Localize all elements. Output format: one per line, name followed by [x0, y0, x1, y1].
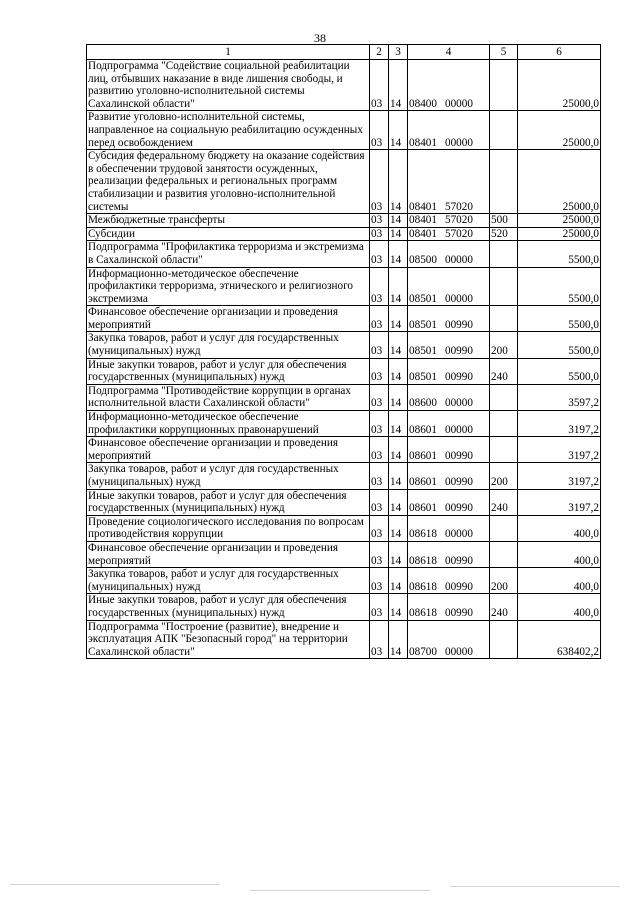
row-amount: 3597,2: [518, 384, 601, 410]
row-target-article: [408, 358, 490, 384]
row-section: 03: [370, 541, 389, 567]
target-article-program: 08401: [409, 200, 437, 213]
target-article-program: 08700: [409, 645, 437, 658]
row-expense-type: [490, 111, 518, 150]
table-row: [87, 515, 601, 541]
row-section: 03: [370, 150, 389, 214]
row-name: Межбюджетные трансферты: [87, 214, 370, 228]
target-article-program: 08501: [409, 318, 437, 331]
table-row: [87, 241, 601, 267]
row-name: Финансовое обеспечение организации и проведения мероприятий: [87, 541, 370, 567]
row-subsection: 14: [389, 227, 408, 241]
row-subsection: 14: [389, 437, 408, 463]
table-row: [87, 568, 601, 594]
row-amount: 25000,0: [518, 214, 601, 228]
row-section: 03: [370, 384, 389, 410]
row-section: 03: [370, 437, 389, 463]
row-target-article: [408, 515, 490, 541]
budget-table: [86, 44, 601, 659]
table-row: [87, 411, 601, 437]
row-target-article: [408, 227, 490, 241]
row-expense-type: 200: [490, 568, 518, 594]
row-subsection: 14: [389, 150, 408, 214]
target-article-program: 08601: [409, 449, 437, 462]
row-expense-type: [490, 267, 518, 306]
row-amount: 3197,2: [518, 411, 601, 437]
row-subsection: 14: [389, 214, 408, 228]
target-article-program: 08401: [409, 227, 437, 240]
target-article-direction: 00000: [444, 292, 473, 305]
row-section: 03: [370, 227, 389, 241]
row-expense-type: 240: [490, 358, 518, 384]
row-subsection: 14: [389, 515, 408, 541]
target-article-program: 08618: [409, 554, 437, 567]
row-amount: 25000,0: [518, 150, 601, 214]
target-article-direction: 00000: [444, 528, 473, 541]
row-target-article: [408, 267, 490, 306]
row-expense-type: [490, 150, 518, 214]
row-section: 03: [370, 111, 389, 150]
row-amount: 400,0: [518, 515, 601, 541]
header-cell: 5: [490, 45, 518, 60]
target-article-direction: 00990: [444, 554, 473, 567]
target-article-program: 08501: [409, 371, 437, 384]
target-article-program: 08501: [409, 292, 437, 305]
target-article-direction: 57020: [444, 214, 473, 227]
table-row: [87, 332, 601, 358]
table-header-row: [87, 45, 601, 60]
row-expense-type: 200: [490, 463, 518, 489]
row-expense-type: 240: [490, 489, 518, 515]
row-subsection: 14: [389, 358, 408, 384]
row-target-article: [408, 306, 490, 332]
row-name: Финансовое обеспечение организации и проведения мероприятий: [87, 437, 370, 463]
row-amount: 638402,2: [518, 620, 601, 659]
row-amount: 3197,2: [518, 489, 601, 515]
row-section: 03: [370, 267, 389, 306]
row-subsection: 14: [389, 541, 408, 567]
row-expense-type: 200: [490, 332, 518, 358]
table-row: [87, 489, 601, 515]
row-name: Закупка товаров, работ и услуг для государственных (муниципальных) нужд: [87, 463, 370, 489]
row-section: 03: [370, 306, 389, 332]
target-article-direction: 00000: [444, 423, 473, 436]
row-section: 03: [370, 620, 389, 659]
header-cell: 3: [389, 45, 408, 60]
row-expense-type: [490, 515, 518, 541]
row-name: Подпрограмма "Построение (развитие), внедрение и эксплуатация АПК "Безопасный город" на территории Сахалинской области": [87, 620, 370, 659]
scan-artifact: [10, 884, 220, 885]
target-article-direction: 57020: [444, 227, 473, 240]
row-subsection: 14: [389, 463, 408, 489]
table-row: [87, 384, 601, 410]
row-section: 03: [370, 594, 389, 620]
row-subsection: 14: [389, 489, 408, 515]
row-target-article: [408, 620, 490, 659]
row-amount: 25000,0: [518, 60, 601, 111]
row-name: Закупка товаров, работ и услуг для государственных (муниципальных) нужд: [87, 332, 370, 358]
row-subsection: 14: [389, 111, 408, 150]
row-name: Развитие уголовно-исполнительной системы, направленное на социальную реабилитацию осужденных перед освобождением: [87, 111, 370, 150]
row-name: Субсидия федеральному бюджету на оказание содействия в обеспечении трудовой занятости осужденных, реализации федеральных и региональных программ стабилизации и развития уголовно-исполнительной системы: [87, 150, 370, 214]
row-subsection: 14: [389, 384, 408, 410]
row-amount: 5500,0: [518, 306, 601, 332]
row-name: Иные закупки товаров, работ и услуг для обеспечения государственных (муниципальных) нужд: [87, 358, 370, 384]
table-row: [87, 214, 601, 228]
target-article-direction: 57020: [444, 200, 473, 213]
row-section: 03: [370, 241, 389, 267]
row-target-article: [408, 594, 490, 620]
row-amount: 400,0: [518, 568, 601, 594]
row-expense-type: [490, 620, 518, 659]
row-section: 03: [370, 568, 389, 594]
row-name: Закупка товаров, работ и услуг для государственных (муниципальных) нужд: [87, 568, 370, 594]
table-row: [87, 227, 601, 241]
target-article-program: 08601: [409, 502, 437, 515]
row-target-article: [408, 60, 490, 111]
target-article-program: 08400: [409, 97, 437, 110]
target-article-direction: 00990: [444, 502, 473, 515]
row-section: 03: [370, 489, 389, 515]
row-subsection: 14: [389, 60, 408, 111]
target-article-program: 08601: [409, 423, 437, 436]
target-article-direction: 00000: [444, 253, 473, 266]
target-article-direction: 00990: [444, 606, 473, 619]
target-article-direction: 00990: [444, 318, 473, 331]
row-name: Подпрограмма "Содействие социальной реабилитации лиц, отбывших наказание в виде лишения свободы, и развитию уголовно-исполнительной системы Сахалинской области": [87, 60, 370, 111]
target-article-program: 08600: [409, 397, 437, 410]
table-body: [87, 60, 601, 659]
row-name: Субсидии: [87, 227, 370, 241]
page-number: 38: [314, 31, 326, 45]
row-expense-type: [490, 437, 518, 463]
header-cell: 4: [408, 45, 490, 60]
row-amount: 400,0: [518, 594, 601, 620]
row-amount: 5500,0: [518, 241, 601, 267]
row-section: 03: [370, 411, 389, 437]
header-cell: 6: [518, 45, 601, 60]
row-amount: 400,0: [518, 541, 601, 567]
target-article-program: 08601: [409, 476, 437, 488]
table-row: [87, 463, 601, 489]
row-section: 03: [370, 214, 389, 228]
row-target-article: [408, 463, 490, 489]
row-expense-type: [490, 541, 518, 567]
target-article-program: 08401: [409, 214, 437, 227]
row-amount: 5500,0: [518, 358, 601, 384]
row-target-article: [408, 541, 490, 567]
row-section: 03: [370, 332, 389, 358]
row-subsection: 14: [389, 568, 408, 594]
target-article-program: 08401: [409, 136, 437, 149]
row-name: Подпрограмма "Профилактика терроризма и экстремизма в Сахалинской области": [87, 241, 370, 267]
row-section: 03: [370, 358, 389, 384]
row-amount: 25000,0: [518, 111, 601, 150]
target-article-program: 08618: [409, 528, 437, 541]
header-cell: 2: [370, 45, 389, 60]
row-name: Информационно-методическое обеспечение профилактики коррупционных правонарушений: [87, 411, 370, 437]
row-section: 03: [370, 60, 389, 111]
target-article-direction: 00000: [444, 397, 473, 410]
row-name: Иные закупки товаров, работ и услуг для обеспечения государственных (муниципальных) нужд: [87, 489, 370, 515]
row-target-article: [408, 489, 490, 515]
target-article-direction: 00990: [444, 449, 473, 462]
target-article-direction: 00990: [444, 476, 473, 488]
row-target-article: [408, 411, 490, 437]
row-amount: 5500,0: [518, 267, 601, 306]
target-article-direction: 00990: [444, 580, 473, 593]
row-target-article: [408, 437, 490, 463]
row-name: Финансовое обеспечение организации и проведения мероприятий: [87, 306, 370, 332]
table-row: [87, 594, 601, 620]
row-target-article: [408, 214, 490, 228]
row-amount: 3197,2: [518, 437, 601, 463]
target-article-direction: 00000: [444, 136, 473, 149]
table-row: [87, 60, 601, 111]
row-name: Проведение социологического исследования по вопросам противодействия коррупции: [87, 515, 370, 541]
row-subsection: 14: [389, 594, 408, 620]
table-row: [87, 358, 601, 384]
row-expense-type: 500: [490, 214, 518, 228]
table-row: [87, 541, 601, 567]
target-article-program: 08500: [409, 253, 437, 266]
row-amount: 25000,0: [518, 227, 601, 241]
target-article-program: 08618: [409, 580, 437, 593]
row-expense-type: [490, 306, 518, 332]
row-section: 03: [370, 463, 389, 489]
row-amount: 5500,0: [518, 332, 601, 358]
table-row: [87, 267, 601, 306]
row-target-article: [408, 332, 490, 358]
row-target-article: [408, 241, 490, 267]
row-subsection: 14: [389, 306, 408, 332]
table-row: [87, 150, 601, 214]
row-expense-type: [490, 241, 518, 267]
table-row: [87, 111, 601, 150]
header-cell: 1: [87, 45, 370, 60]
row-subsection: 14: [389, 267, 408, 306]
row-target-article: [408, 568, 490, 594]
row-target-article: [408, 150, 490, 214]
row-subsection: 14: [389, 332, 408, 358]
scan-artifact: [450, 886, 620, 887]
table-row: [87, 620, 601, 659]
target-article-direction: 00000: [444, 97, 473, 110]
row-name: Подпрограмма "Противодействие коррупции в органах исполнительной власти Сахалинской области": [87, 384, 370, 410]
row-name: Информационно-методическое обеспечение профилактики терроризма, этнического и религиозного экстремизма: [87, 267, 370, 306]
target-article-program: 08618: [409, 606, 437, 619]
target-article-direction: 00000: [444, 645, 473, 658]
row-section: 03: [370, 515, 389, 541]
row-target-article: [408, 384, 490, 410]
row-subsection: 14: [389, 241, 408, 267]
row-subsection: 14: [389, 620, 408, 659]
scan-artifact: [250, 890, 430, 891]
table-row: [87, 437, 601, 463]
row-expense-type: [490, 60, 518, 111]
row-subsection: 14: [389, 411, 408, 437]
target-article-direction: 00990: [444, 371, 473, 384]
row-expense-type: [490, 384, 518, 410]
row-expense-type: 520: [490, 227, 518, 241]
table-row: [87, 306, 601, 332]
row-target-article: [408, 111, 490, 150]
row-amount: 3197,2: [518, 463, 601, 489]
row-expense-type: 240: [490, 594, 518, 620]
row-name: Иные закупки товаров, работ и услуг для обеспечения государственных (муниципальных) нужд: [87, 594, 370, 620]
row-expense-type: [490, 411, 518, 437]
target-article-direction: 00990: [444, 345, 473, 358]
target-article-program: 08501: [409, 345, 437, 358]
